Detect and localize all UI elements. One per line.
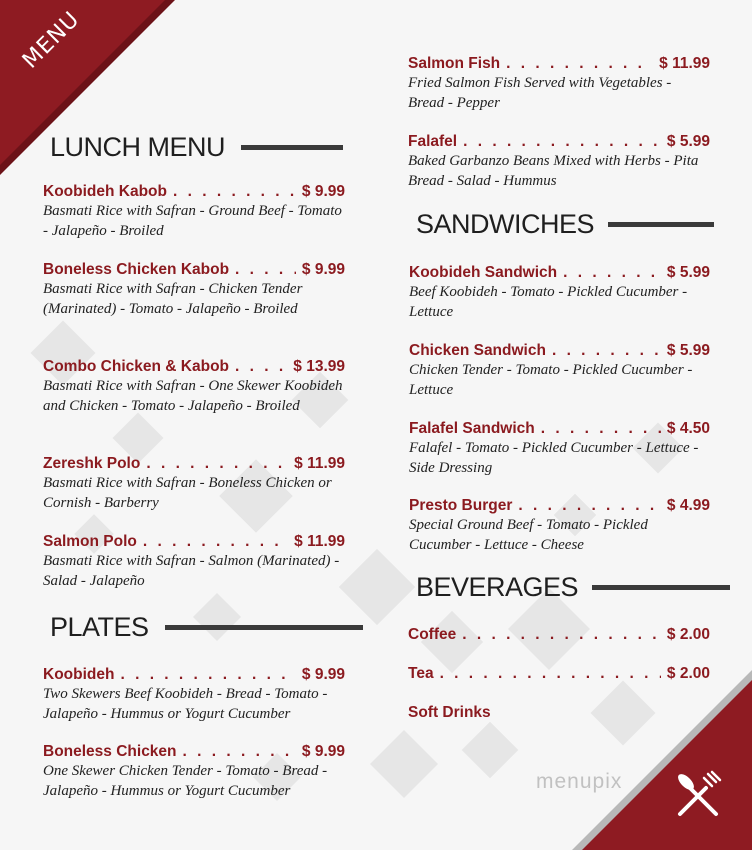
item-price: $ 5.99 <box>666 264 710 281</box>
menu-item <box>43 183 345 241</box>
item-name: Boneless Chicken Kabob <box>43 261 230 278</box>
item-price: $ 2.00 <box>666 665 710 682</box>
item-name: Koobideh Kabob <box>43 183 167 200</box>
item-price: $ 2.00 <box>666 626 710 643</box>
menu-item <box>409 264 710 322</box>
item-name: Combo Chicken & Kabob <box>43 358 230 375</box>
menu-item <box>43 358 345 416</box>
item-description: Special Ground Beef - Tomato - Pickled Cucumber - Lettuce - Cheese <box>409 517 648 553</box>
beverage-item <box>408 626 710 644</box>
sandwiches-heading <box>416 209 714 240</box>
item-name: Presto Burger <box>409 497 513 514</box>
item-name: Boneless Chicken <box>43 743 177 760</box>
item-name: Salmon Polo <box>43 533 137 550</box>
section-title: SANDWICHES <box>416 209 595 239</box>
watermark: menupix <box>536 770 623 793</box>
section-divider <box>608 222 714 227</box>
item-price: $ 13.99 <box>293 358 345 375</box>
beverage-item <box>408 704 710 722</box>
item-name: Falafel Sandwich <box>409 420 535 437</box>
item-price: $ 11.99 <box>294 455 345 472</box>
item-name: Koobideh Sandwich <box>409 264 558 281</box>
item-price: $ 4.50 <box>666 420 710 437</box>
menu-corner-label: MENU <box>18 6 85 74</box>
beverage-item <box>408 665 710 683</box>
item-description: Beef Koobideh - Tomato - Pickled Cucumber - Lettuce <box>409 284 688 320</box>
item-description: Baked Garbanzo Beans Mixed with Herbs - Pita Bread - Salad - Hummus <box>408 153 699 189</box>
item-description: Basmati Rice with Safran - Boneless Chicken or Cornish - Barberry <box>43 475 332 511</box>
item-name: Chicken Sandwich <box>409 342 546 359</box>
menu-item <box>43 455 345 513</box>
section-divider <box>592 585 730 590</box>
section-divider <box>165 625 363 630</box>
item-description: Basmati Rice with Safran - Chicken Tender (Marinated) - Tomato - Jalapeño - Broiled <box>43 281 303 317</box>
menu-item <box>43 533 345 591</box>
menu-item <box>43 666 345 724</box>
lunch-menu-heading <box>50 132 343 163</box>
item-price: $ 9.99 <box>301 261 345 278</box>
menu-item <box>409 342 710 400</box>
item-description: Fried Salmon Fish Served with Vegetables - Bread - Pepper <box>408 75 672 111</box>
section-title: PLATES <box>50 612 149 642</box>
menu-item <box>43 743 345 801</box>
item-price: $ 9.99 <box>301 666 345 683</box>
item-price: $ 4.99 <box>666 497 710 514</box>
item-price: $ 11.99 <box>659 55 710 72</box>
fork-knife-icon <box>672 770 724 822</box>
section-title: LUNCH MENU <box>50 132 226 162</box>
item-description: One Skewer Chicken Tender - Tomato - Bread - Jalapeño - Hummus or Yogurt Cucumber <box>43 763 328 799</box>
item-description: Falafel - Tomato - Pickled Cucumber - Lettuce - Side Dressing <box>409 440 699 476</box>
item-price: $ 9.99 <box>301 743 345 760</box>
beverages-heading <box>416 572 730 603</box>
item-description: Chicken Tender - Tomato - Pickled Cucumber - Lettuce <box>409 362 693 398</box>
item-description: Basmati Rice with Safran - One Skewer Koobideh and Chicken - Tomato - Jalapeño - Broiled <box>43 378 343 414</box>
item-price: $ 11.99 <box>294 533 345 550</box>
menu-item <box>409 420 710 478</box>
item-price: $ 5.99 <box>666 133 710 150</box>
item-name: Falafel <box>408 133 458 150</box>
item-price: $ 9.99 <box>301 183 345 200</box>
menu-item <box>409 497 710 555</box>
plates-heading <box>50 612 363 643</box>
item-name: Tea <box>408 665 434 682</box>
menu-item <box>43 261 345 319</box>
item-description: Two Skewers Beef Koobideh - Bread - Tomato - Jalapeño - Hummus or Yogurt Cucumber <box>43 686 328 722</box>
item-name: Koobideh <box>43 666 115 683</box>
item-name: Salmon Fish <box>408 55 501 72</box>
item-description: Basmati Rice with Safran - Ground Beef - Tomato - Jalapeño - Broiled <box>43 203 342 239</box>
item-name: Coffee <box>408 626 457 643</box>
item-price: $ 5.99 <box>666 342 710 359</box>
item-name: Soft Drinks <box>408 704 491 721</box>
item-description: Basmati Rice with Safran - Salmon (Marinated) - Salad - Jalapeño <box>43 553 340 589</box>
menu-item <box>408 55 710 113</box>
section-divider <box>241 145 343 150</box>
menu-item <box>408 133 710 191</box>
item-name: Zereshk Polo <box>43 455 141 472</box>
section-title: BEVERAGES <box>416 572 579 602</box>
